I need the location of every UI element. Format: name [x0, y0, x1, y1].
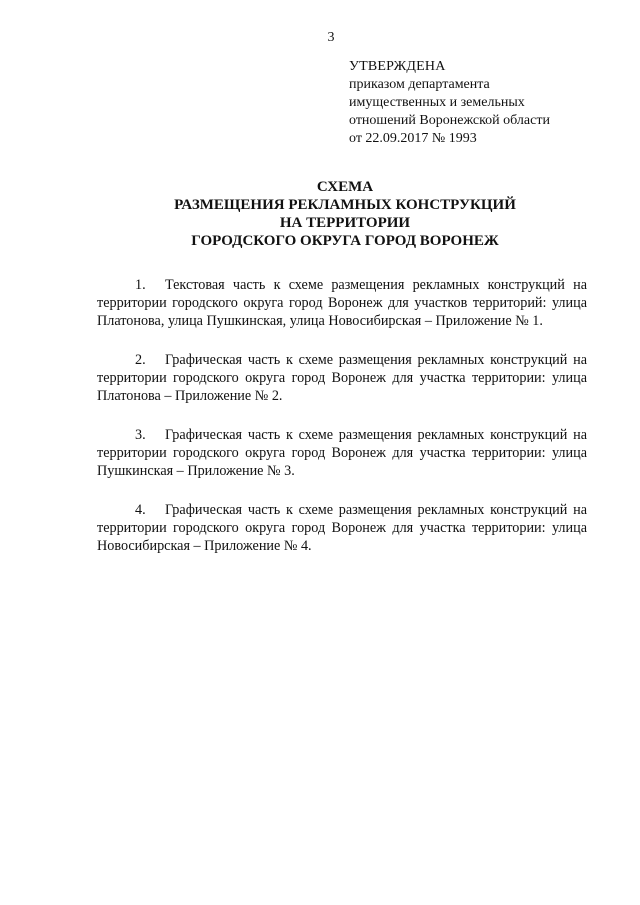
item-text-4: Графическая часть к схеме размещения рекламных конструкций на территории городского округа город Воронеж для участка территории: улица Новосибирская – Приложение № 4.: [97, 502, 587, 554]
list-item-2: [97, 351, 587, 405]
item-number-2: 2.: [135, 352, 146, 368]
list-item-3: [97, 426, 587, 480]
item-list: [97, 276, 587, 576]
title-line-3: НА ТЕРРИТОРИИ: [279, 215, 411, 231]
approval-line-region: отношений Воронежской области: [349, 113, 550, 128]
item-number-1: 1.: [135, 277, 146, 293]
page-number: 3: [327, 30, 335, 45]
list-item-1: [97, 276, 587, 330]
approval-status: УТВЕРЖДЕНА: [349, 59, 446, 74]
item-number-3: 3.: [135, 427, 146, 443]
item-text-1: Текстовая часть к схеме размещения рекламных конструкций на территории городского округа город Воронеж для участков территорий: улица Платонова, улица Пушкинская, улица Новосибирская – Приложение № 1.: [97, 277, 587, 329]
item-text-3: Графическая часть к схеме размещения рекламных конструкций на территории городского округа город Воронеж для участка территории: улица Пушкинская – Приложение № 3.: [97, 427, 587, 479]
approval-line-department: имущественных и земельных: [349, 95, 525, 110]
item-number-4: 4.: [135, 502, 146, 518]
title-line-4: ГОРОДСКОГО ОКРУГА ГОРОД ВОРОНЕЖ: [191, 233, 499, 249]
document-title: [90, 178, 600, 250]
approval-line-order: приказом департамента: [349, 77, 490, 92]
approval-block: [349, 58, 619, 148]
title-line-1: СХЕМА: [316, 179, 374, 195]
approval-line-date: от 22.09.2017 № 1993: [349, 131, 477, 146]
item-text-2: Графическая часть к схеме размещения рекламных конструкций на территории городского округа город Воронеж для участка территории: улица Платонова – Приложение № 2.: [97, 352, 587, 404]
title-line-2: РАЗМЕЩЕНИЯ РЕКЛАМНЫХ КОНСТРУКЦИЙ: [174, 197, 516, 213]
list-item-4: [97, 501, 587, 555]
